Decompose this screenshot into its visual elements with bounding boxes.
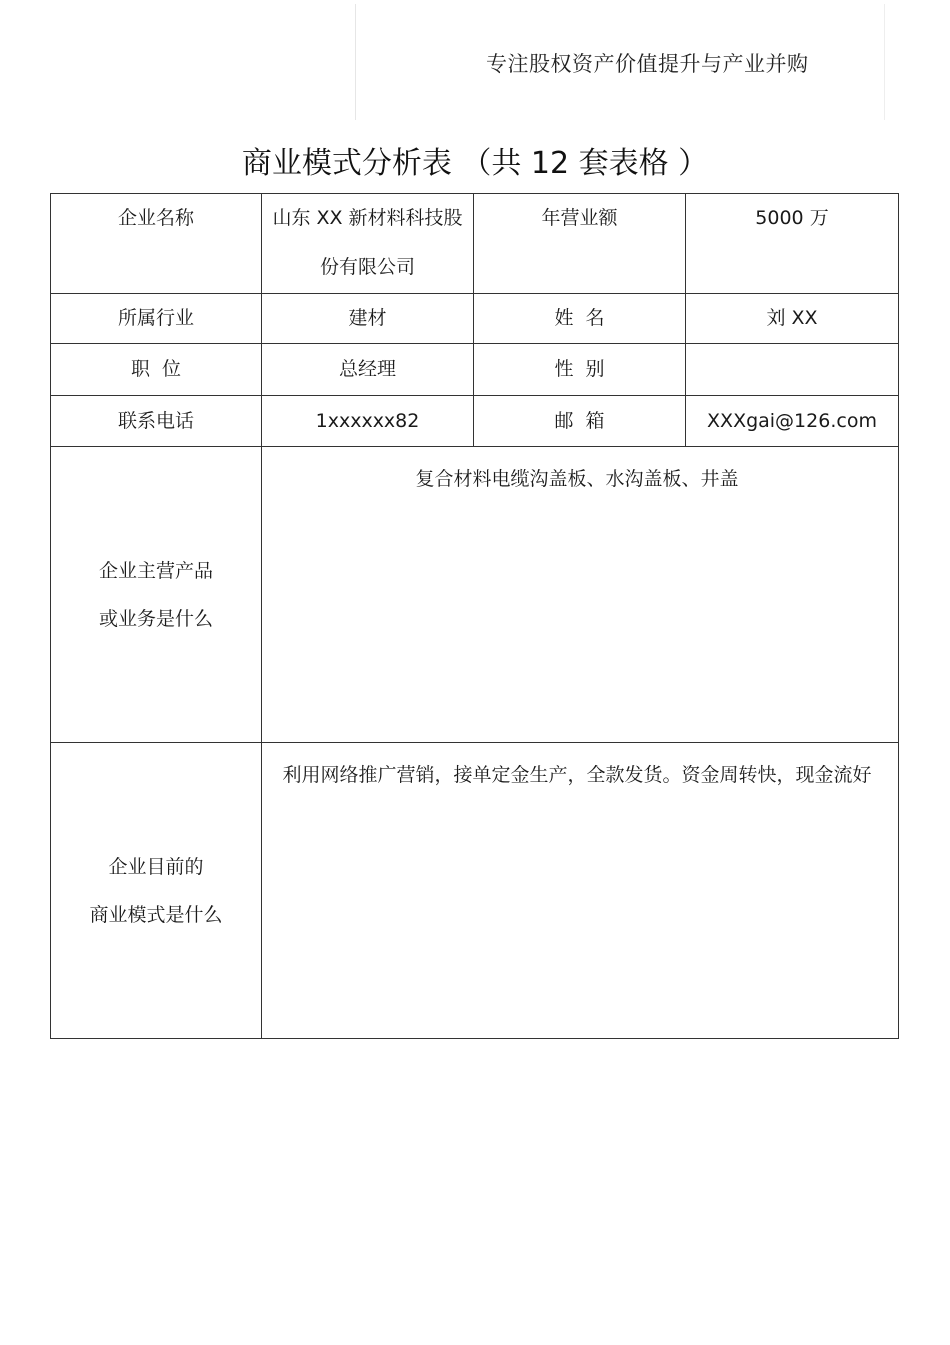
position-label: 职 位 [51, 344, 262, 396]
table-row [51, 743, 899, 1039]
industry-value: 建材 [262, 294, 474, 344]
table-row [51, 447, 899, 743]
email-label: 邮 箱 [474, 396, 686, 447]
position-value: 总经理 [262, 344, 474, 396]
revenue-label: 年营业额 [541, 207, 618, 229]
phone-label: 联系电话 [51, 396, 262, 447]
model-value-cell [262, 743, 899, 1039]
company-name-value: 山东 XX 新材料科技股份有限公司 [272, 207, 463, 278]
company-name-label: 企业名称 [117, 207, 194, 229]
email-value: XXXgai@126.com [686, 396, 899, 447]
products-label-cell [51, 447, 262, 743]
header-divider-left [355, 4, 356, 120]
phone-value: 1xxxxxx82 [262, 396, 474, 447]
company-name-value-cell [262, 194, 474, 294]
table-row [51, 194, 899, 294]
revenue-value: 5000 万 [755, 207, 829, 229]
contact-name-value: 刘 XX [686, 294, 899, 344]
company-name-label-cell [51, 194, 262, 294]
industry-label: 所属行业 [51, 294, 262, 344]
header-divider-right [884, 4, 885, 120]
model-label-line1: 企业目前的 [108, 855, 204, 878]
business-model-table [50, 193, 899, 1039]
contact-name-label: 姓 名 [474, 294, 686, 344]
products-label-line1: 企业主营产品 [98, 559, 213, 582]
products-value: 复合材料电缆沟盖板、水沟盖板、井盖 [415, 468, 739, 490]
table-row [51, 344, 899, 396]
gender-value [686, 344, 899, 396]
revenue-value-cell [686, 194, 899, 294]
model-value: 利用网络推广营销，接单定金生产，全款发货。资金周转快，现金流好 [282, 764, 872, 786]
header-tagline: 专注股权资产价值提升与产业并购 [486, 52, 809, 76]
model-label-line2: 商业模式是什么 [89, 903, 223, 926]
document-title: 商业模式分析表 （共 12 套表格 ） [241, 146, 709, 181]
products-label-line2: 或业务是什么 [98, 607, 213, 630]
table-row [51, 396, 899, 447]
gender-label: 性 别 [474, 344, 686, 396]
model-label-cell [51, 743, 262, 1039]
table-row [51, 294, 899, 344]
products-value-cell [262, 447, 899, 743]
revenue-label-cell [474, 194, 686, 294]
